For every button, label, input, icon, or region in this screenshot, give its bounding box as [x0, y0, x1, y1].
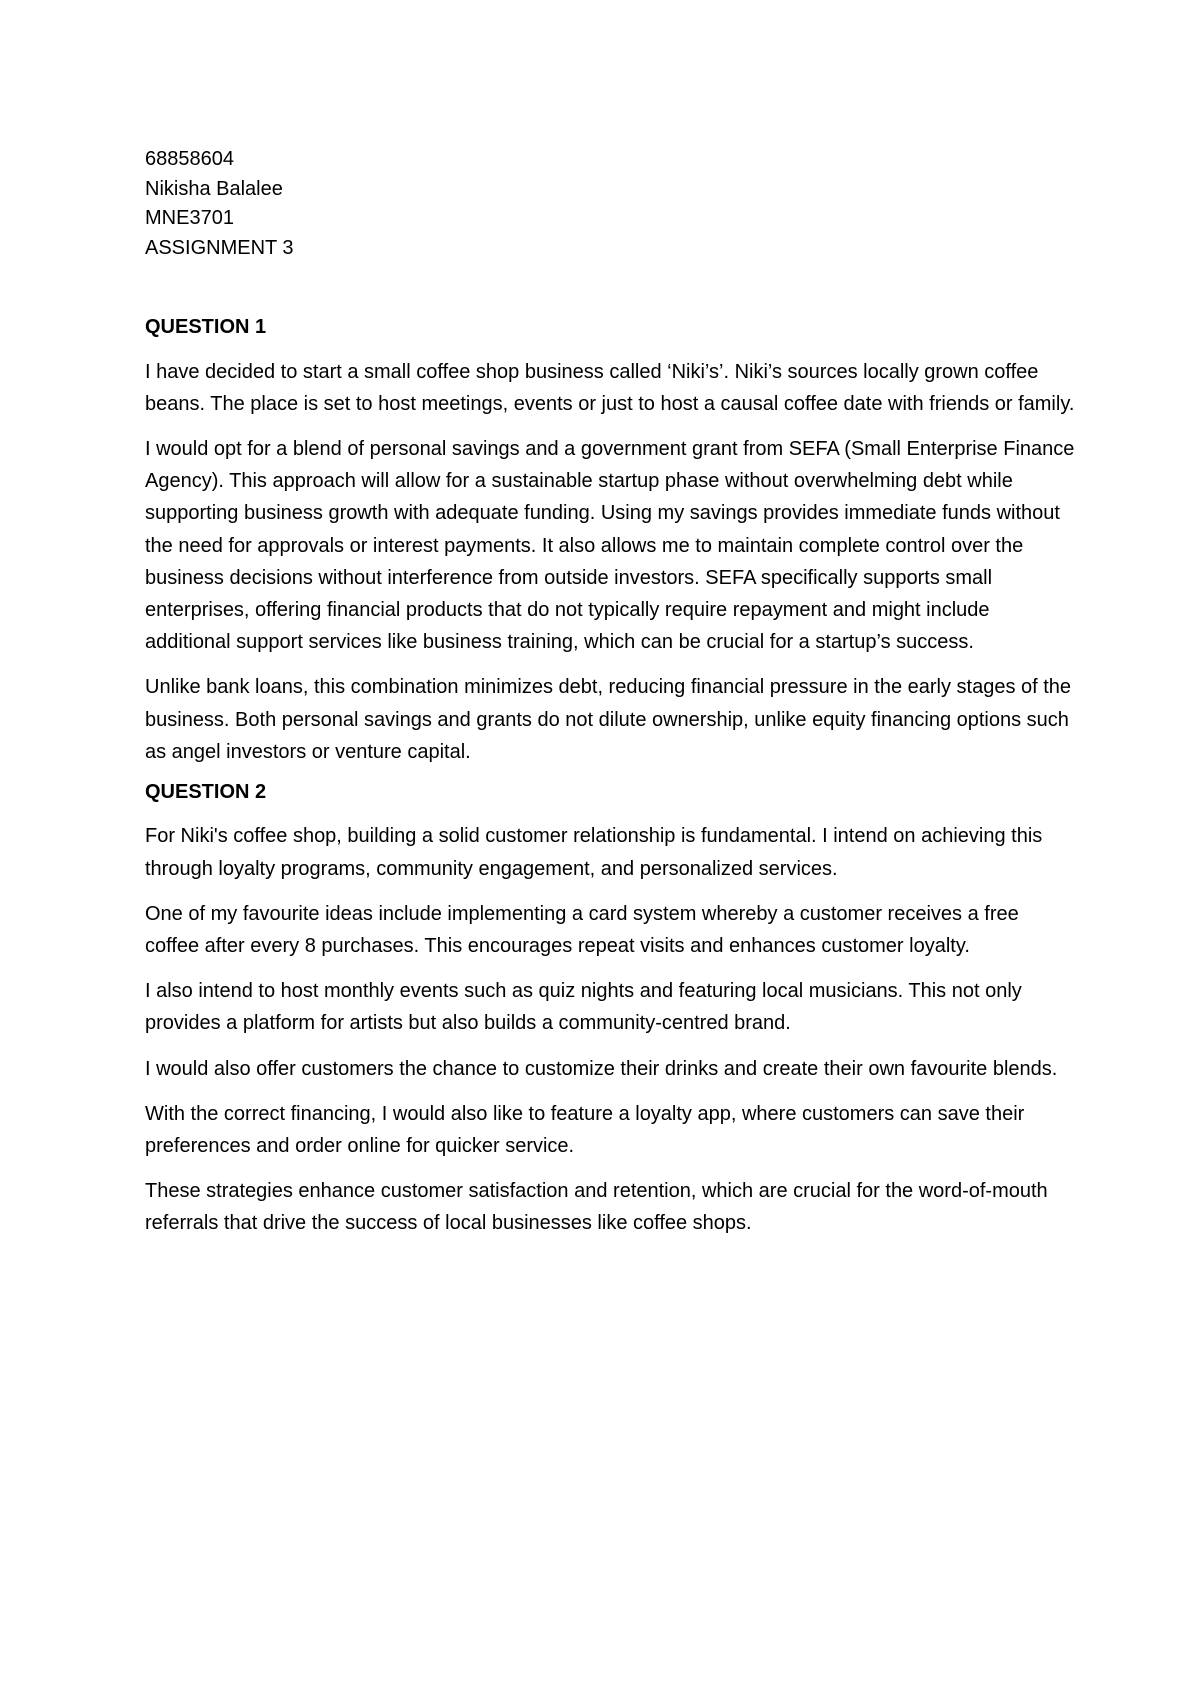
question-2-paragraph: For Niki's coffee shop, building a solid customer relationship is fundamental. I intend on achieving this through loyalty programs, community engagement, and personalized services. — [145, 825, 1043, 880]
question-2-paragraph: With the correct financing, I would also like to feature a loyalty app, where customers can save their preferences and order online for quicker service. — [145, 1102, 1025, 1158]
question-2-paragraph: One of my favourite ideas include implementing a card system whereby a customer receives a free coffee after every 8 purchases. This encourages repeat visits and enhances customer loyalty. — [145, 902, 1019, 958]
assignment-title: ASSIGNMENT 3 — [145, 236, 294, 259]
student-number: 68858604 — [145, 148, 234, 170]
question-2-paragraph: These strategies enhance customer satisfaction and retention, which are crucial for the word-of-mouth referrals that drive the success of local businesses like coffee shops. — [145, 1180, 1048, 1235]
question-1-heading: QUESTION 1 — [145, 316, 267, 338]
question-1-paragraph: Unlike bank loans, this combination minimizes debt, reducing financial pressure in the early stages of the business. Both personal savings and grants do not dilute ownership, unlike equity financing options such as angel investors or venture capital. — [145, 676, 1072, 763]
module-code: MNE3701 — [145, 207, 234, 229]
question-2-paragraph: I would also offer customers the chance to customize their drinks and create their own favourite blends. — [145, 1057, 1058, 1080]
question-2-heading: QUESTION 2 — [145, 780, 267, 803]
question-1-section — [145, 313, 1075, 768]
document-page — [145, 145, 1075, 1240]
question-2-section — [145, 778, 1075, 1240]
question-1-paragraph: I have decided to start a small coffee shop business called ‘Niki’s’. Niki’s sources locally grown coffee beans. The place is set to host meetings, events or just to host a causal coffee date with friends or family. — [145, 360, 1075, 415]
document-header — [145, 145, 1075, 263]
question-1-paragraph: I would opt for a blend of personal savings and a government grant from SEFA (Small Enterprise Finance Agency). This approach will allow for a sustainable startup phase without overwhelming debt while supporting business growth with adequate funding. Using my savings provides immediate funds without the need for approvals or interest payments. It also allows me to maintain complete control over the business decisions without interference from outside investors. SEFA specifically supports small enterprises, offering financial products that do not typically require repayment and might include additional support services like business training, which can be crucial for a startup’s success. — [145, 437, 1075, 654]
student-name: Nikisha Balalee — [145, 177, 283, 200]
question-2-paragraph: I also intend to host monthly events such as quiz nights and featuring local musicians. This not only provides a platform for artists but also builds a community-centred brand. — [145, 980, 1022, 1035]
